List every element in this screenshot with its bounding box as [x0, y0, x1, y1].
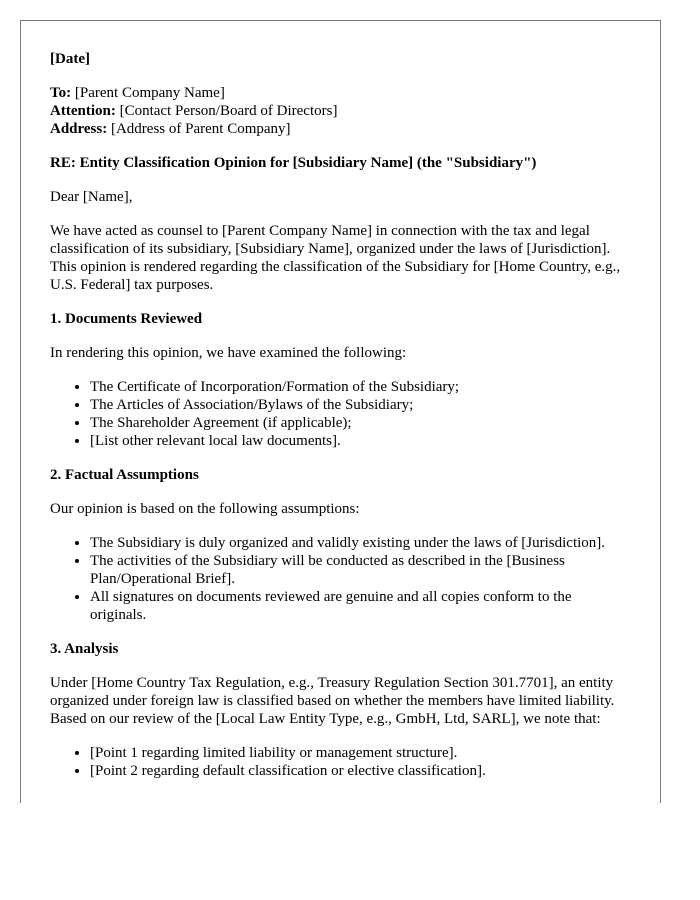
- recipient-to: To: [Parent Company Name]: [50, 85, 225, 101]
- list-item: • [Point 2 regarding default classification or elective classification].: [90, 762, 630, 780]
- recipient-address: Address: [Address of Parent Company]: [50, 121, 291, 137]
- assumptions-list: [50, 534, 630, 624]
- list-item: • The Certificate of Incorporation/Formation of the Subsidiary;: [90, 378, 630, 396]
- section-intro-analysis: Under [Home Country Tax Regulation, e.g., Treasury Regulation Section 301.7701], an entity organized under foreign law is classified based on whether the members have limited liability. Based on our review of the [Local Law Entity Type, e.g., GmbH, Ltd, SARL], we note that:: [50, 675, 615, 727]
- recipient-block: [50, 84, 630, 138]
- section-intro-documents: In rendering this opinion, we have examined the following:: [50, 345, 407, 361]
- analysis-list: [50, 744, 630, 780]
- salutation: Dear [Name],: [50, 189, 133, 205]
- list-item: • [List other relevant local law documents].: [90, 432, 630, 450]
- section-intro-assumptions: Our opinion is based on the following assumptions:: [50, 501, 360, 517]
- list-item: • [Point 1 regarding limited liability or management structure].: [90, 744, 630, 762]
- list-item: • The Articles of Association/Bylaws of the Subsidiary;: [90, 396, 630, 414]
- letter-date: [Date]: [50, 51, 90, 67]
- recipient-attention: Attention: [Contact Person/Board of Directors]: [50, 103, 338, 119]
- section-heading-assumptions: 2. Factual Assumptions: [50, 467, 199, 483]
- list-item: • The Subsidiary is duly organized and validly existing under the laws of [Jurisdiction].: [90, 534, 630, 552]
- documents-list: [50, 378, 630, 450]
- section-heading-analysis: 3. Analysis: [50, 641, 119, 657]
- intro-paragraph: We have acted as counsel to [Parent Company Name] in connection with the tax and legal classification of its subsidiary, [Subsidiary Name], organized under the laws of [Jurisdiction]. This opinion is rendered regarding the classification of the Subsidiary for [Home Country, e.g., U.S. Federal] tax purposes.: [50, 223, 621, 293]
- letter-page: [20, 20, 661, 803]
- section-heading-documents: 1. Documents Reviewed: [50, 311, 203, 327]
- list-item: • The Shareholder Agreement (if applicable);: [90, 414, 630, 432]
- list-item: • All signatures on documents reviewed are genuine and all copies conform to the originals.: [90, 588, 630, 624]
- subject-line: RE: Entity Classification Opinion for [Subsidiary Name] (the "Subsidiary"): [50, 155, 537, 171]
- list-item: • The activities of the Subsidiary will be conducted as described in the [Business Plan/Operational Brief].: [90, 552, 630, 588]
